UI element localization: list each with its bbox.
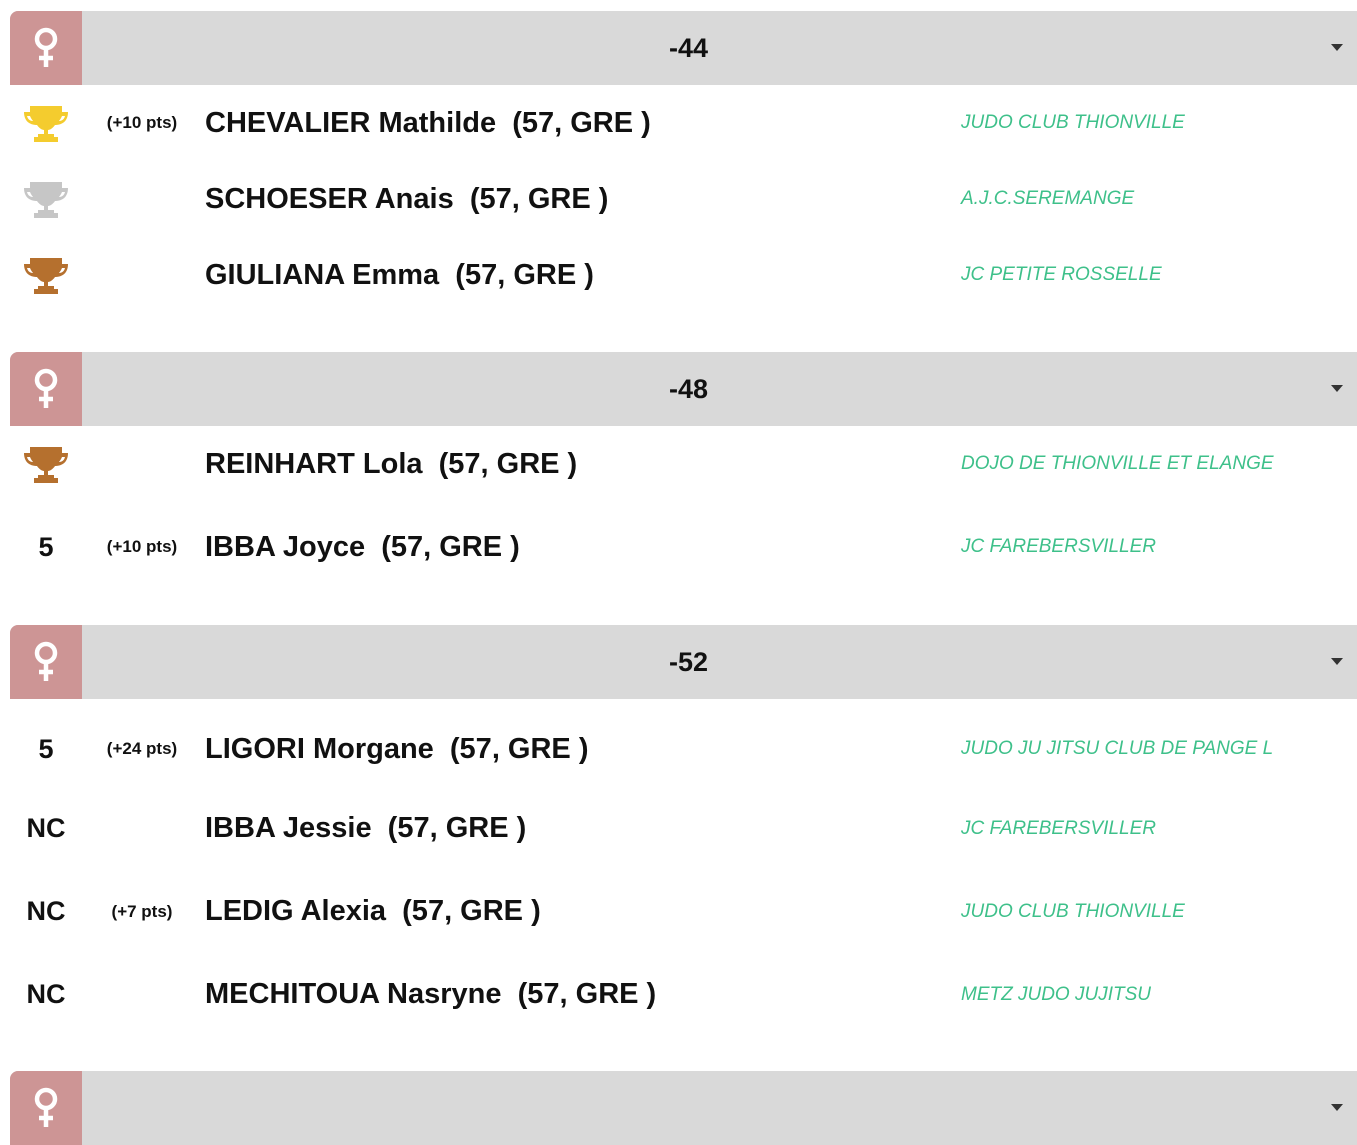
athlete-name: CHEVALIER Mathilde (57, GRE ): [205, 106, 651, 139]
athlete-name: IBBA Jessie (57, GRE ): [205, 812, 527, 844]
category-header[interactable]: [10, 1071, 1357, 1145]
result-row: [10, 787, 1357, 870]
trophy-bronze-icon: [10, 237, 82, 313]
athlete-name: IBBA Joyce (57, GRE ): [205, 530, 520, 563]
result-row: [10, 85, 1357, 161]
athlete-name: SCHOESER Anais (57, GRE ): [205, 182, 609, 215]
club-link[interactable]: JC FAREBERSVILLER: [961, 817, 1156, 839]
chevron-down-icon[interactable]: [1331, 385, 1343, 392]
club-link[interactable]: JUDO CLUB THIONVILLE: [961, 112, 1185, 133]
category-header[interactable]: [10, 352, 1357, 426]
result-row: [10, 161, 1357, 237]
club-link[interactable]: JC PETITE ROSSELLE: [961, 264, 1162, 285]
rank-label: NC: [26, 896, 66, 926]
chevron-down-icon[interactable]: [1331, 44, 1343, 51]
club-link[interactable]: A.J.C.SEREMANGE: [961, 188, 1135, 209]
club-link[interactable]: DOJO DE THIONVILLE ET ELANGE: [961, 453, 1274, 474]
chevron-down-icon[interactable]: [1331, 658, 1343, 665]
trophy-silver-icon: [10, 161, 82, 237]
weight-category: -52: [668, 647, 709, 677]
points-label: (+24 pts): [106, 739, 178, 758]
weight-category: [10, 1071, 1357, 1145]
athlete-name: LEDIG Alexia (57, GRE ): [205, 895, 541, 927]
chevron-down-icon[interactable]: [1331, 1104, 1343, 1111]
points-label: [94, 426, 190, 502]
trophy-bronze-icon: [10, 426, 82, 502]
category-section-52: [10, 625, 1357, 1036]
trophy-gold-icon: [10, 85, 82, 161]
result-row: [10, 502, 1357, 592]
points-label: (+7 pts): [111, 901, 173, 921]
category-header[interactable]: [10, 625, 1357, 699]
category-section-44: [10, 11, 1357, 313]
points-label: (+10 pts): [106, 537, 178, 556]
points-label: (+10 pts): [106, 113, 178, 132]
athlete-name: REINHART Lola (57, GRE ): [205, 447, 578, 480]
athlete-name: LIGORI Morgane (57, GRE ): [205, 732, 589, 765]
category-header[interactable]: [10, 11, 1357, 85]
result-row: [10, 426, 1357, 502]
rank-label: NC: [26, 813, 66, 843]
result-row: [10, 699, 1357, 787]
points-label: [94, 237, 190, 313]
result-row: [10, 870, 1357, 953]
club-link[interactable]: JC FAREBERSVILLER: [961, 536, 1156, 557]
rank-label: 5: [38, 733, 54, 764]
weight-category: -48: [668, 374, 709, 404]
result-row: [10, 237, 1357, 313]
club-link[interactable]: METZ JUDO JUJITSU: [961, 983, 1151, 1005]
category-section-48: [10, 352, 1357, 592]
category-section-next: [10, 1071, 1357, 1145]
club-link[interactable]: JUDO JU JITSU CLUB DE PANGE L: [961, 738, 1274, 759]
result-row: [10, 953, 1357, 1036]
athlete-name: MECHITOUA Nasryne (57, GRE ): [205, 978, 657, 1010]
club-link[interactable]: JUDO CLUB THIONVILLE: [961, 900, 1185, 922]
rank-label: NC: [26, 979, 66, 1009]
points-label: [94, 787, 190, 870]
rank-label: 5: [38, 531, 54, 562]
points-label: [94, 161, 190, 237]
points-label: [94, 953, 190, 1036]
weight-category: -44: [668, 33, 709, 63]
athlete-name: GIULIANA Emma (57, GRE ): [205, 258, 594, 291]
